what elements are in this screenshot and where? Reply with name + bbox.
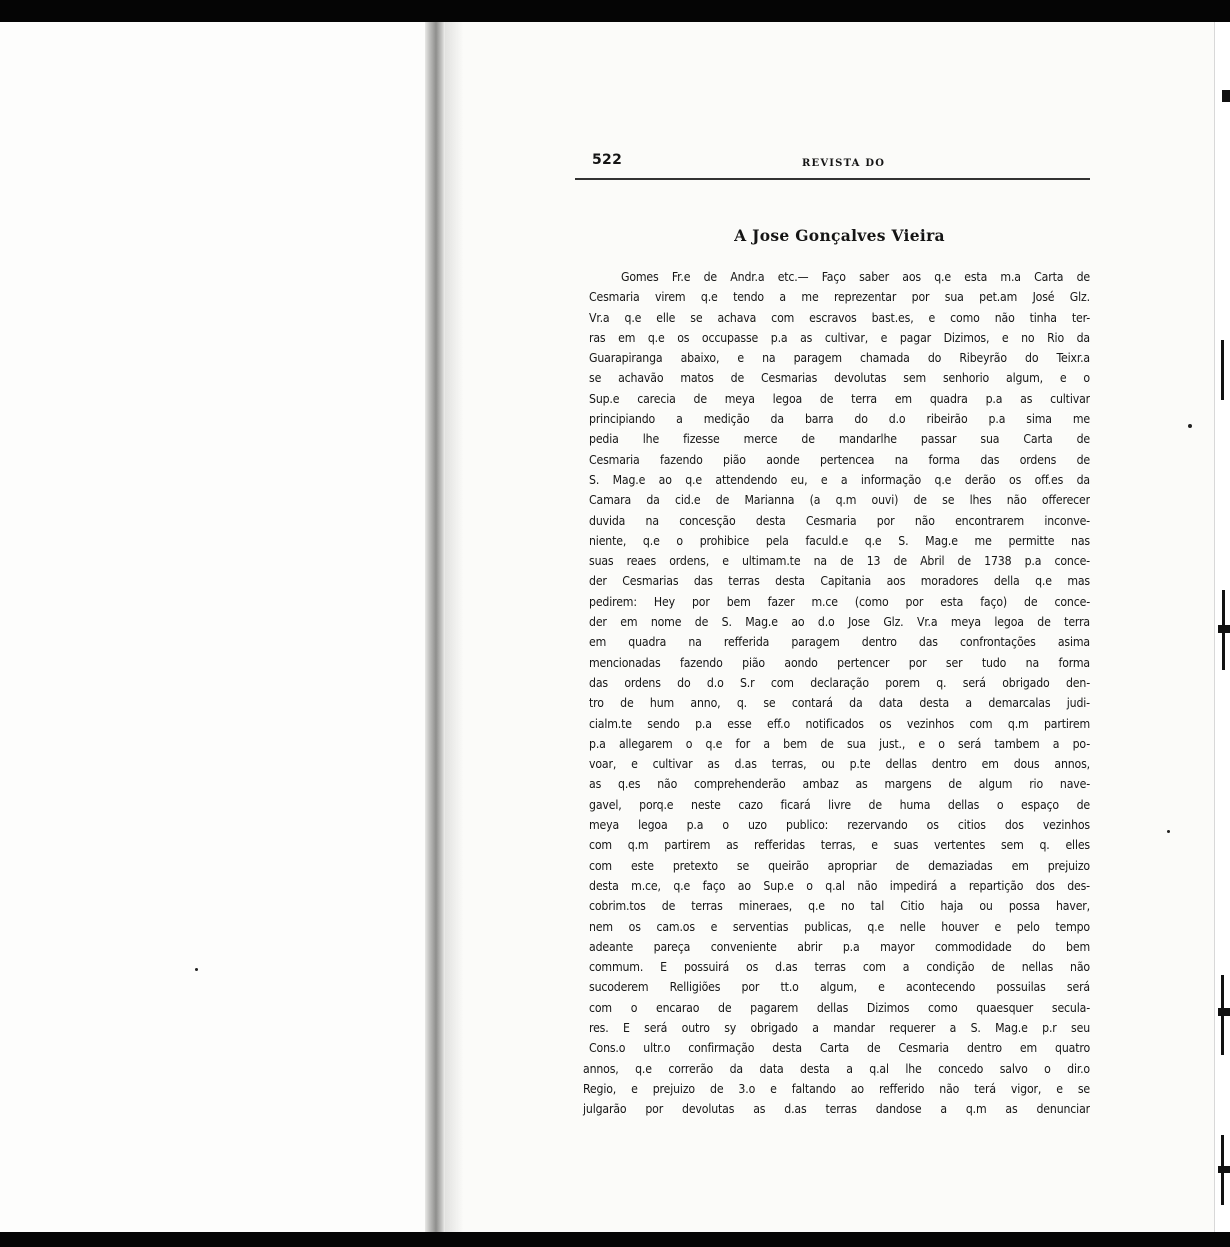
gutter-shadow [445, 22, 463, 1232]
text-line: ras em q.e os occupasse p.a as cultivar, e pagar Dizimos, e no Rio da [589, 330, 1090, 345]
edge-mark [1218, 1166, 1230, 1173]
edge-mark [1221, 1135, 1224, 1205]
text-line: niente, q.e o prohibice pela faculd.e q.e S. Mag.e me permitte nas [589, 533, 1090, 548]
text-line: p.a allegarem o q.e for a bem de sua just., e o será tambem a po- [589, 736, 1090, 751]
text-line: pedirem: Hey por bem fazer m.ce (como por esta faço) de conce- [589, 594, 1090, 609]
text-line: gavel, porq.e neste cazo ficará livre de huma dellas o espaço de [589, 797, 1090, 812]
text-line: commum. E possuirá os d.as terras com a condição de nellas não [589, 960, 1090, 975]
dust-speck [1167, 830, 1170, 833]
text-line: julgarão por devolutas as d.as terras dandose a q.m as denunciar [583, 1102, 1090, 1117]
article-body [575, 267, 1090, 1119]
text-line: Cons.o ultr.o confirmação desta Carta de Cesmaria dentro em quatro [589, 1041, 1090, 1056]
dust-speck [1188, 424, 1192, 428]
text-line: com este pretexto se queirão apropriar de demaziadas em prejuizo [589, 858, 1090, 873]
text-line: Vr.a q.e elle se achava com escravos bast.es, e como não tinha ter- [589, 310, 1090, 325]
text-line: pedia lhe fizesse merce de mandarlhe passar sua Carta de [589, 432, 1090, 447]
text-line: nem os cam.os e serventias publicas, q.e nelle houver e pelo tempo [589, 919, 1090, 934]
text-line: Cesmaria fazendo pião aonde pertencea na forma das ordens de [589, 452, 1090, 467]
text-line: sucoderem Relligiões por tt.o algum, e acontecendo possuilas será [589, 980, 1090, 995]
text-line: mencionadas fazendo pião aondo pertencer por ser tudo na forma [589, 655, 1090, 670]
text-line: res. E será outro sy obrigado a mandar requerer a S. Mag.e p.r seu [589, 1020, 1090, 1035]
text-line: Guarapiranga abaixo, e na paragem chamada do Ribeyrão do Teixr.a [589, 351, 1090, 366]
page-number: 522 [592, 152, 623, 168]
text-line: cialm.te sendo p.a esse eff.o notificados os vezinhos com q.m partirem [589, 716, 1090, 731]
scan-border-bottom [0, 1232, 1230, 1247]
blank-left-page [0, 22, 430, 1232]
edge-mark [1222, 90, 1230, 102]
edge-mark [1222, 590, 1225, 670]
edge-mark [1221, 340, 1224, 400]
text-line: principiando a medição da barra do d.o ribeirão p.a sima me [589, 412, 1090, 427]
text-line: Regio, e prejuizo de 3.o e faltando ao refferido não terá vigor, e se [583, 1081, 1090, 1096]
text-line: as q.es não comprehenderão ambaz as margens de algum rio nave- [589, 777, 1090, 792]
text-line: em quadra na refferida paragem dentro das confrontações asima [589, 635, 1090, 650]
journal-title: REVISTA DO [802, 158, 886, 169]
article-title: A Jose Gonçalves Vieira [734, 226, 945, 245]
dust-speck [195, 968, 198, 971]
text-line: S. Mag.e ao q.e attendendo eu, e a informação q.e derão os off.es da [589, 472, 1090, 487]
text-line: duvida na concesção desta Cesmaria por não encontrarem inconve- [589, 513, 1090, 528]
text-line: com q.m partirem as refferidas terras, e suas vertentes sem q. elles [589, 838, 1090, 853]
book-gutter [425, 22, 445, 1232]
text-line: se achavão matos de Cesmarias devolutas sem senhorio algum, e o [589, 371, 1090, 386]
text-line: Cesmaria virem q.e tendo a me reprezentar por sua pet.am José Glz. [589, 290, 1090, 305]
text-line: der em nome de S. Mag.e ao d.o Jose Glz. Vr.a meya legoa de terra [589, 615, 1090, 630]
text-line: cobrim.tos de terras mineraes, q.e no tal Citio haja ou possa haver, [589, 899, 1090, 914]
text-line: Sup.e carecia de meya legoa de terra em quadra p.a as cultivar [589, 391, 1090, 406]
running-header [575, 148, 1090, 180]
edge-mark [1218, 1008, 1230, 1016]
text-line: Camara da cid.e de Marianna (a q.m ouvi) de se lhes não offerecer [589, 493, 1090, 508]
text-line: annos, q.e correrão da data desta a q.al lhe concedo salvo o dir.o [583, 1061, 1090, 1076]
text-line: tro de hum anno, q. se contará da data desta a demarcalas judi- [589, 696, 1090, 711]
text-line: voar, e cultivar as d.as terras, ou p.te dellas dentro em dous annos, [589, 757, 1090, 772]
edge-mark [1221, 975, 1224, 1055]
text-line: meya legoa p.a o uzo publico: rezervando os citios dos vezinhos [589, 818, 1090, 833]
text-line: das ordens do d.o S.r com declaração porem q. será obrigado den- [589, 675, 1090, 690]
text-line: der Cesmarias das terras desta Capitania aos moradores della q.e mas [589, 574, 1090, 589]
book-page [575, 148, 1090, 1119]
text-line: Gomes Fr.e de Andr.a etc.— Faço saber aos q.e esta m.a Carta de [621, 270, 1090, 284]
text-line: adeante pareça conveniente abrir p.a mayor commodidade do bem [589, 939, 1090, 954]
scan-border-top [0, 0, 1230, 22]
text-line: com o encarao de pagarem dellas Dizimos como quaesquer secula- [589, 1000, 1090, 1015]
text-line: desta m.ce, q.e faço ao Sup.e o q.al não impedirá a repartição dos des- [589, 878, 1090, 893]
text-line: suas reaes ordens, e ultimam.te na de 13 de Abril de 1738 p.a conce- [589, 554, 1090, 569]
